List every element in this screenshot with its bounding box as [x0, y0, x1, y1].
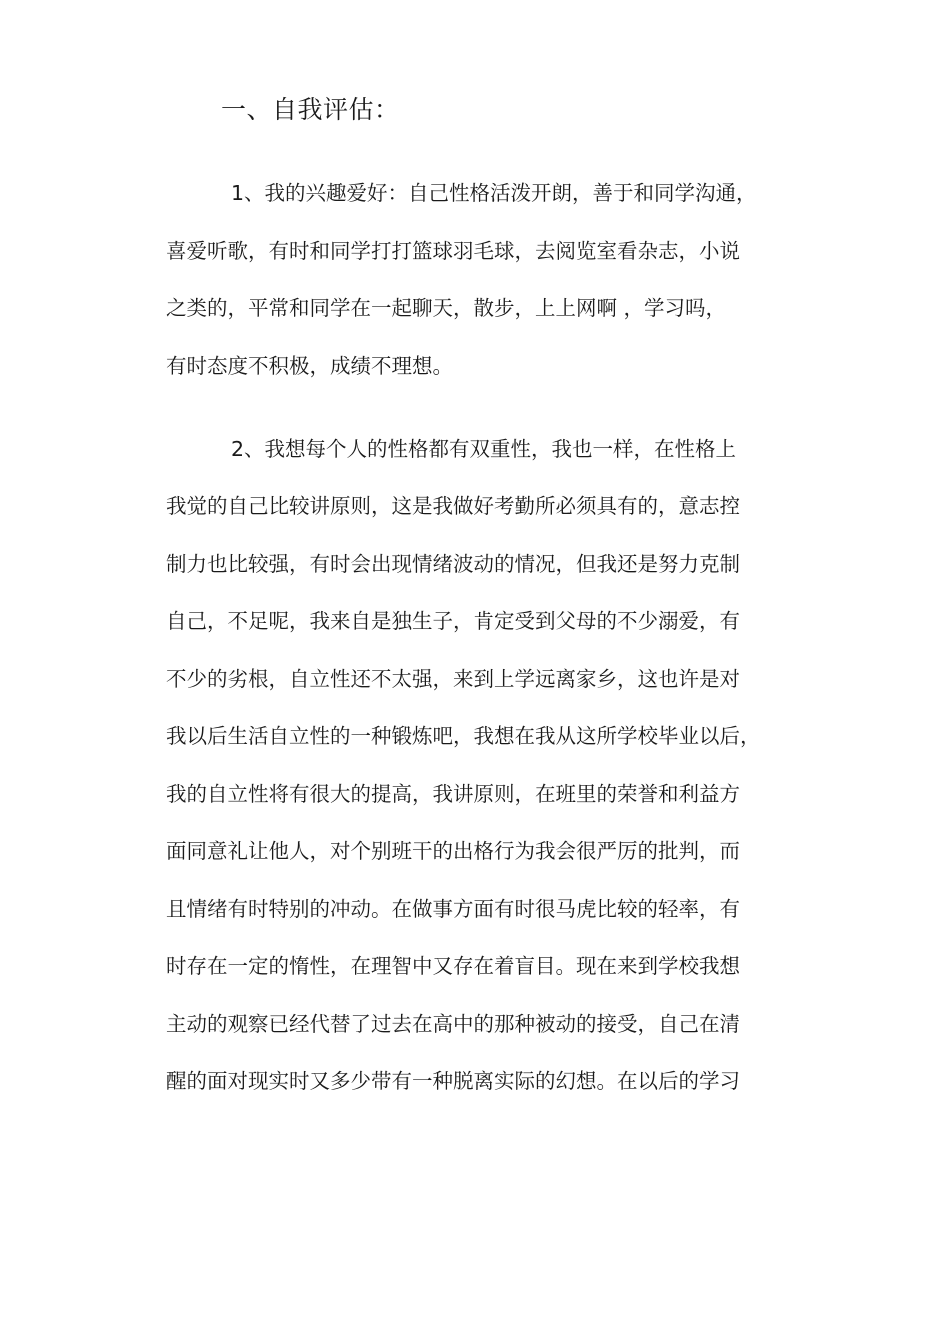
section-heading: 一、自我评估： — [221, 95, 400, 124]
paragraph-line: 自己，不足呢，我来自是独生子，肯定受到父母的不少溺爱，有 — [166, 609, 740, 633]
paragraph-line: 我的自立性将有很大的提高，我讲原则，在班里的荣誉和利益方 — [166, 782, 740, 806]
paragraph-line: 醒的面对现实时又多少带有一种脱离实际的幻想。在以后的学习 — [166, 1069, 740, 1093]
paragraph-line: 之类的，平常和同学在一起聊天，散步，上上网啊 ，学习吗， — [166, 296, 727, 320]
paragraph-line: 不少的劣根，自立性还不太强，来到上学远离家乡，这也许是对 — [166, 667, 740, 691]
paragraph-line: 时存在一定的惰性，在理智中又存在着盲目。现在来到学校我想 — [166, 954, 740, 978]
paragraph-line: 有时态度不积极，成绩不理想。 — [166, 354, 453, 378]
paragraph-line: 制力也比较强，有时会出现情绪波动的情况，但我还是努力克制 — [166, 552, 740, 576]
paragraph-line: 我以后生活自立性的一种锻炼吧，我想在我从这所学校毕业以后， — [166, 724, 761, 748]
paragraph-line: 1、我的兴趣爱好：自己性格活泼开朗，善于和同学沟通， — [231, 181, 757, 205]
paragraph-line: 主动的观察已经代替了过去在高中的那种被动的接受，自己在清 — [166, 1012, 740, 1036]
paragraph-line: 面同意礼让他人，对个别班干的出格行为我会很严厉的批判，而 — [166, 839, 740, 863]
paragraph-line: 喜爱听歌，有时和同学打打篮球羽毛球，去阅览室看杂志，小说 — [166, 239, 740, 263]
paragraph-line: 2、我想每个人的性格都有双重性，我也一样，在性格上 — [231, 437, 737, 461]
paragraph-line: 且情绪有时特别的冲动。在做事方面有时很马虎比较的轻率，有 — [166, 897, 740, 921]
paragraph-line: 我觉的自己比较讲原则，这是我做好考勤所必须具有的，意志控 — [166, 494, 740, 518]
